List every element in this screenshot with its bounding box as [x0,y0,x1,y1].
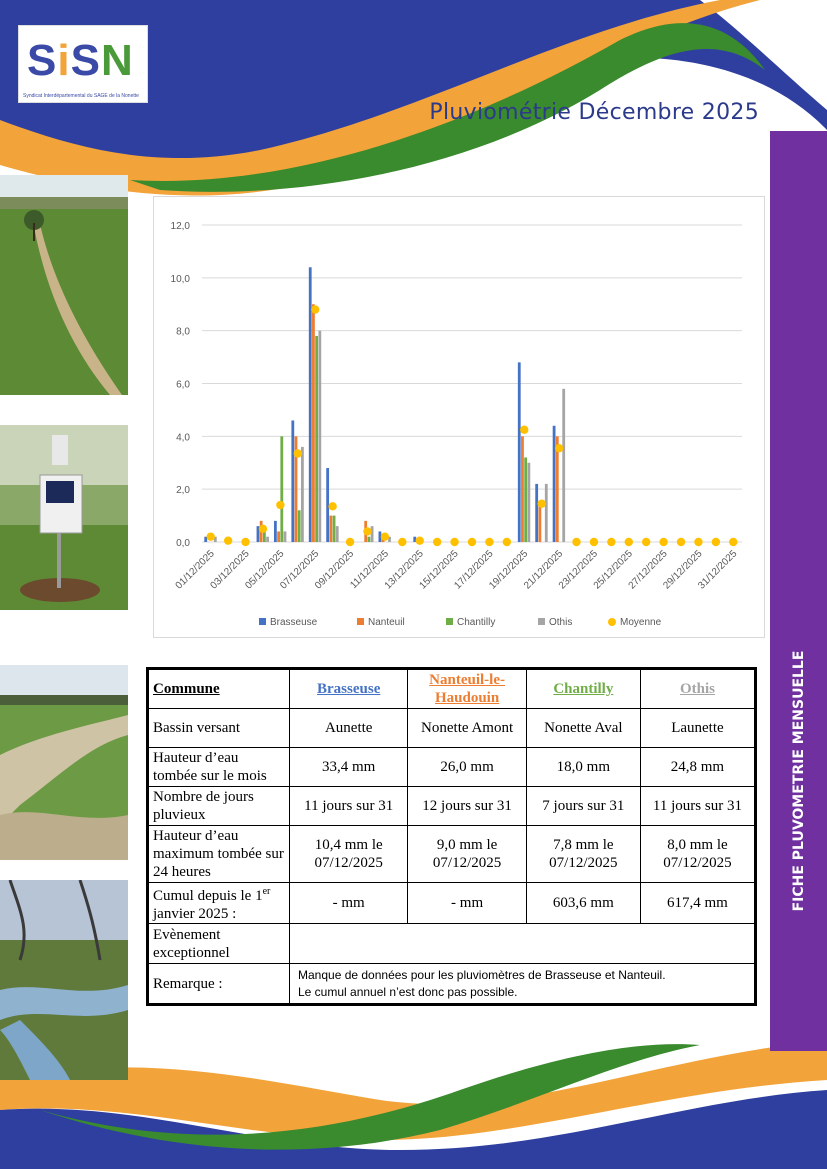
bar-othis [301,447,304,542]
table-row [148,709,756,748]
table-cell: 18,0 mm [526,748,640,787]
point-moyenne [625,538,633,546]
table-cell: 9,0 mm le 07/12/2025 [408,826,526,883]
table-row [148,748,756,787]
y-tick-label: 10,0 [170,273,190,285]
bar-chantilly [280,436,283,542]
table-row [148,787,756,826]
bar-brasseuse [326,468,329,542]
x-tick-label: 11/12/2025 [348,548,392,591]
row-label: Nombre de jours pluvieux [148,787,290,826]
y-tick-label: 0,0 [176,538,190,549]
table-cell: Aunette [290,709,408,748]
x-tick-label: 27/12/2025 [626,548,670,592]
sisn-logo [18,25,148,103]
table-row [148,883,756,924]
bar-othis [318,331,321,542]
header-chantilly: Chantilly [526,669,640,709]
x-tick-label: 15/12/2025 [417,548,461,592]
point-moyenne [363,527,371,535]
legend-swatch [259,618,266,625]
table-cell: - mm [290,883,408,924]
bar-brasseuse [518,362,521,542]
point-moyenne [224,536,232,544]
x-tick-label: 09/12/2025 [313,548,357,592]
photo-rain-gauge [0,425,128,610]
point-moyenne [294,449,302,457]
table-cell: 7 jours sur 31 [526,787,640,826]
bar-nanteuil [329,516,332,542]
legend-swatch [357,618,364,625]
page-title: Pluviométrie Décembre 2025 [429,100,759,125]
bar-nanteuil [277,531,280,542]
table-cell: 24,8 mm [640,748,755,787]
point-moyenne [694,538,702,546]
row-label: Remarque : [148,964,290,1005]
header-commune: Commune [148,669,290,709]
bar-chantilly [367,537,370,542]
point-moyenne [381,533,389,541]
table-row [148,924,756,964]
legend-label: Chantilly [457,617,496,628]
bar-chantilly [315,336,318,542]
y-tick-label: 8,0 [176,326,190,338]
point-moyenne [520,426,528,434]
table-cell: 617,4 mm [640,883,755,924]
y-tick-label: 6,0 [176,379,190,391]
bar-othis [562,389,565,542]
point-moyenne [468,538,476,546]
remark-line: Le cumul annuel n’est donc pas possible. [298,984,518,999]
x-tick-label: 29/12/2025 [661,548,705,592]
bar-nanteuil [521,436,524,542]
bar-chantilly [333,516,336,542]
header-brasseuse: Brasseuse [290,669,408,709]
table-cell: 11 jours sur 31 [290,787,408,826]
bar-othis [336,526,339,542]
sidebar-label: FICHE PLUVOMETRIE MENSUELLE [790,650,807,912]
row-label-sup: er [262,886,271,897]
x-tick-label: 13/12/2025 [382,548,426,592]
exceptional-event-cell [290,924,756,964]
bar-chantilly [298,510,301,542]
row-label: Evènement exceptionnel [148,924,290,964]
bar-chantilly [524,457,527,542]
row-label: Hauteur d’eau tombée sur le mois [148,748,290,787]
legend-swatch [446,618,453,625]
bar-nanteuil [312,304,315,542]
row-label [148,883,290,924]
legend-label: Othis [549,617,573,628]
row-label: Bassin versant [148,709,290,748]
table-cell: 8,0 mm le 07/12/2025 [640,826,755,883]
legend-swatch [608,618,616,626]
table-cell: 33,4 mm [290,748,408,787]
header-nanteuil: Nanteuil-le-Haudouin [408,669,526,709]
x-tick-label: 05/12/2025 [243,548,287,592]
table-row [148,964,756,1005]
photo-field-path [0,175,128,395]
bar-brasseuse [274,521,277,542]
point-moyenne [328,502,336,510]
legend-swatch [538,618,545,625]
x-tick-label: 21/12/2025 [522,548,566,592]
point-moyenne [642,538,650,546]
point-moyenne [572,538,580,546]
point-moyenne [259,525,267,533]
bar-brasseuse [535,484,538,542]
header-othis: Othis [640,669,755,709]
point-moyenne [346,538,354,546]
point-moyenne [677,538,685,546]
legend-label: Brasseuse [270,617,318,628]
point-moyenne [537,499,545,507]
point-moyenne [416,536,424,544]
bar-othis [284,531,287,542]
point-moyenne [207,533,215,541]
point-moyenne [398,538,406,546]
point-moyenne [241,538,249,546]
table-cell: Launette [640,709,755,748]
bar-nanteuil [538,505,541,542]
x-tick-label: 25/12/2025 [591,548,635,592]
table-cell: Nonette Amont [408,709,526,748]
point-moyenne [555,444,563,452]
point-moyenne [485,538,493,546]
bar-othis [371,526,374,542]
legend-label: Nanteuil [368,617,405,628]
legend-label: Moyenne [620,617,662,628]
table-cell: 11 jours sur 31 [640,787,755,826]
y-tick-label: 4,0 [176,432,190,444]
table-cell: Nonette Aval [526,709,640,748]
x-tick-label: 23/12/2025 [556,548,601,592]
point-moyenne [590,538,598,546]
bar-chantilly [263,531,266,542]
remark-cell [290,964,756,1005]
y-tick-label: 2,0 [176,485,190,497]
x-tick-label: 07/12/2025 [278,548,322,592]
point-moyenne [276,501,284,509]
point-moyenne [503,538,511,546]
bar-othis [266,537,269,542]
point-moyenne [712,538,720,546]
x-tick-label: 17/12/2025 [452,548,496,592]
table-cell: - mm [408,883,526,924]
table-header-row [148,669,756,709]
table-cell: 12 jours sur 31 [408,787,526,826]
row-label-part: Cumul depuis le 1 [153,888,263,904]
row-label-part: janvier 2025 : [153,906,237,922]
x-tick-label: 01/12/2025 [173,548,217,592]
photo-river [0,880,128,1080]
point-moyenne [450,538,458,546]
point-moyenne [607,538,615,546]
logo-letters: SiSN [27,36,134,85]
rainfall-summary-table [146,667,757,1006]
table-cell: 26,0 mm [408,748,526,787]
x-tick-label: 19/12/2025 [487,548,531,592]
rainfall-chart [153,196,765,638]
table-cell: 10,4 mm le 07/12/2025 [290,826,408,883]
chart-svg [154,197,764,637]
bar-othis [545,484,548,542]
x-tick-label: 03/12/2025 [208,548,252,592]
bar-brasseuse [291,420,294,542]
table-cell: 603,6 mm [526,883,640,924]
table-row [148,826,756,883]
point-moyenne [433,538,441,546]
table-cell: 7,8 mm le 07/12/2025 [526,826,640,883]
point-moyenne [659,538,667,546]
point-moyenne [729,538,737,546]
logo-subtitle: Syndicat Interdépartemental du SAGE de la Nonette [23,93,139,99]
point-moyenne [311,305,319,313]
y-tick-label: 12,0 [170,221,190,232]
photo-flooded-field [0,665,128,860]
bar-brasseuse [553,426,556,542]
remark-line: Manque de données pour les pluviomètres de Brasseuse et Nanteuil. [298,967,666,982]
bar-othis [527,463,530,542]
row-label: Hauteur d’eau maximum tombée sur 24 heures [148,826,290,883]
x-tick-label: 31/12/2025 [696,548,740,592]
